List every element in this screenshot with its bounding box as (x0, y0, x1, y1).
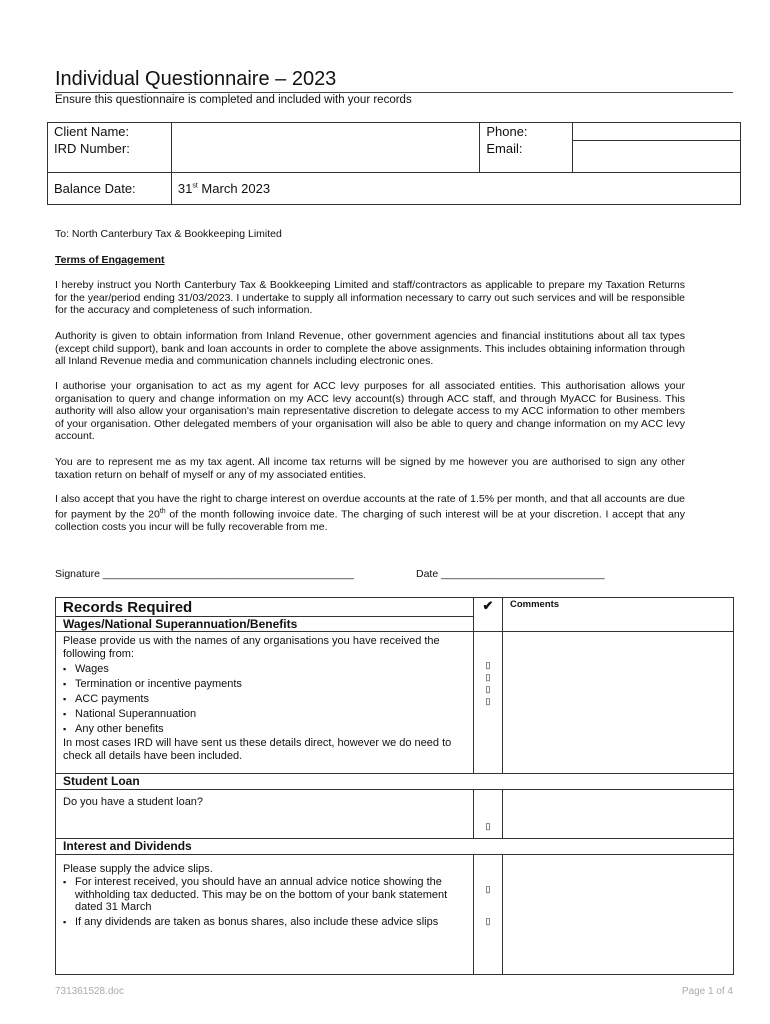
interest-section-body (56, 855, 474, 975)
list-item: ▪ National Superannuation (75, 707, 466, 722)
letter-recipient: To: North Canterbury Tax & Bookkeeping Limited (55, 228, 282, 240)
wages-checkboxes (474, 632, 503, 774)
document-title: Individual Questionnaire – 2023 (55, 68, 337, 90)
ird-number-field[interactable] (171, 140, 479, 172)
date-line[interactable]: Date ____________________________ (416, 568, 605, 580)
checkbox-dividends[interactable]: ▯ (485, 916, 491, 926)
footer-doc-name: 731361528.doc (55, 986, 124, 997)
wages-section-title: Wages/National Superannuation/Benefits (56, 617, 474, 632)
list-item: ▪ For interest received, you should have an annual advice notice showing the withholding tax deducted. This may be on the bottom of your bank statement dated 31 March (75, 876, 466, 914)
list-item: ▪ Termination or incentive payments (75, 677, 466, 692)
comments-header: Comments (503, 598, 734, 632)
phone-label: Phone: (480, 123, 573, 141)
client-details-table (47, 122, 741, 205)
email-field[interactable] (573, 140, 741, 172)
signature-line[interactable]: Signature ___________________________________________ (55, 568, 354, 580)
wages-intro: Please provide us with the names of any organisations you have received the following from: (63, 635, 440, 660)
wages-comments-field[interactable] (503, 632, 734, 774)
checkbox-student-loan[interactable]: ▯ (485, 821, 491, 831)
client-name-label: Client Name: (48, 123, 172, 141)
title-divider (55, 92, 733, 93)
student-loan-comments-field[interactable] (503, 790, 734, 839)
terms-paragraph-5: I also accept that you have the right to charge interest on overdue accounts at the rate of 1.5% per month, and that all accounts are due for payment by the 20th of the month following invoice date. The charging of such interest will be at your discretion. I accept that any collection costs you incur will be fully recoverable from me. (55, 493, 685, 533)
ird-number-label: IRD Number: (48, 140, 172, 172)
list-item: ▪ ACC payments (75, 692, 466, 707)
interest-comments-field[interactable] (503, 855, 734, 975)
student-loan-section-title: Student Loan (56, 774, 734, 790)
client-name-field[interactable] (171, 123, 479, 141)
balance-date-label: Balance Date: (48, 172, 172, 204)
list-item: ▪ If any dividends are taken as bonus shares, also include these advice slips (75, 916, 466, 929)
records-heading: Records Required (56, 598, 474, 617)
wages-section-body (56, 632, 474, 774)
terms-heading: Terms of Engagement (55, 254, 165, 266)
records-required-table (55, 597, 734, 975)
terms-paragraph-2: Authority is given to obtain information from Inland Revenue, other government agencies and financial institutions about all tax types (except child support), bank and loan accounts in order to complete the above assignments. This includes obtaining information through all Inland Revenue media and communication channels including electronic ones. (55, 330, 685, 367)
list-item: ▪ Any other benefits (75, 722, 466, 737)
student-loan-question: Do you have a student loan? (56, 790, 474, 839)
checkbox-interest[interactable]: ▯ (485, 884, 491, 894)
checkbox-national-super[interactable]: ▯ (485, 696, 491, 706)
terms-paragraph-1: I hereby instruct you North Canterbury Tax & Bookkeeping Limited and staff/contractors as applicable to prepare my Taxation Returns for the year/period ending 31/03/2023. I undertake to supply all information necessary to carry out such services and will be responsible for the accuracy and completeness of such information. (55, 279, 685, 316)
interest-dividends-section-title: Interest and Dividends (56, 839, 734, 855)
footer-page-number: Page 1 of 4 (681, 986, 733, 997)
interest-intro: Please supply the advice slips. (63, 863, 213, 875)
document-subtitle: Ensure this questionnaire is completed and included with your records (55, 94, 412, 106)
wages-list (63, 662, 466, 737)
balance-date-value: 31st March 2023 (171, 172, 740, 204)
email-label: Email: (480, 140, 573, 172)
checkmark-icon: ✔ (474, 598, 503, 632)
terms-paragraph-3: I authorise your organisation to act as my agent for ACC levy purposes for all associated entities. This authorisation allows your organisation to query and change information on my ACC levy account(s) through ACC staff, and through MyACC for Business. This authority will also allow your organisation's main representative discretion to delegate access to my ACC information to other members of your organisation. Other delegated members of your organisation will also be able to query and change information on my ACC levy account. (55, 380, 685, 442)
phone-field[interactable] (573, 123, 741, 141)
checkbox-wages[interactable]: ▯ (485, 660, 491, 670)
checkbox-termination[interactable]: ▯ (485, 672, 491, 682)
interest-list (63, 876, 466, 928)
interest-checkboxes (474, 855, 503, 975)
terms-paragraph-4: You are to represent me as my tax agent. All income tax returns will be signed by me however you are authorised to sign any other taxation return on behalf of myself or any of my associated entities. (55, 456, 685, 481)
list-item: ▪ Wages (75, 662, 466, 677)
checkbox-acc[interactable]: ▯ (485, 684, 491, 694)
wages-note: In most cases IRD will have sent us these details direct, however we do need to check all details have been included. (63, 737, 452, 762)
student-loan-checkbox-cell (474, 790, 503, 839)
